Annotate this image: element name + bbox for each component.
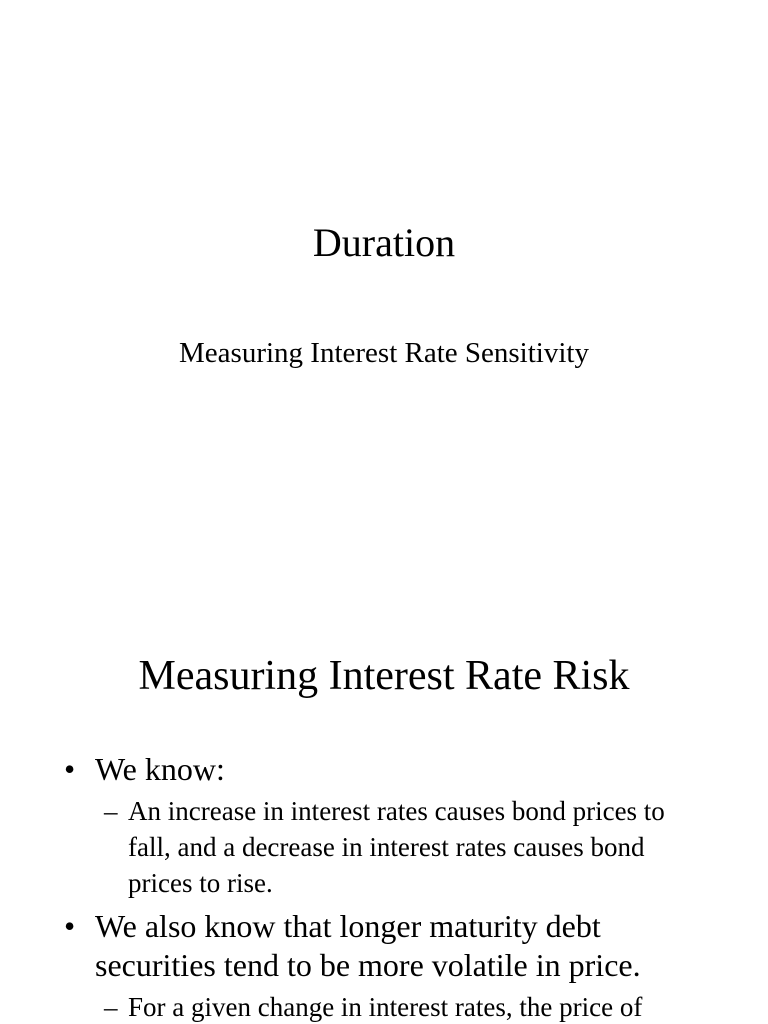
slide-subtitle: Measuring Interest Rate Sensitivity xyxy=(179,337,589,369)
sub-bullet-text: For a given change in interest rates, the price of xyxy=(128,992,643,1022)
bullet-text: We also know that longer maturity debt securities tend to be more volatile in price. xyxy=(95,908,641,983)
slide-title-heading: Duration xyxy=(312,220,456,265)
bullet-marker: • xyxy=(64,751,76,787)
sub-bullet-marker: – xyxy=(104,992,118,1022)
bullet-text: We know: xyxy=(95,751,225,787)
slide-interest-rate-risk xyxy=(0,560,768,1024)
bullet-item xyxy=(0,907,768,985)
sub-bullet-item xyxy=(0,793,768,901)
sub-bullet-text: An increase in interest rates causes bond prices to fall, and a decrease in interest rates causes bond prices to rise. xyxy=(128,796,665,898)
bullet-item xyxy=(0,750,768,789)
bullet-list xyxy=(0,750,768,1024)
sub-bullet-marker: – xyxy=(104,796,118,826)
sub-bullet-item xyxy=(0,989,768,1024)
bullet-marker: • xyxy=(64,908,76,944)
slide-heading: Measuring Interest Rate Risk xyxy=(138,653,630,699)
